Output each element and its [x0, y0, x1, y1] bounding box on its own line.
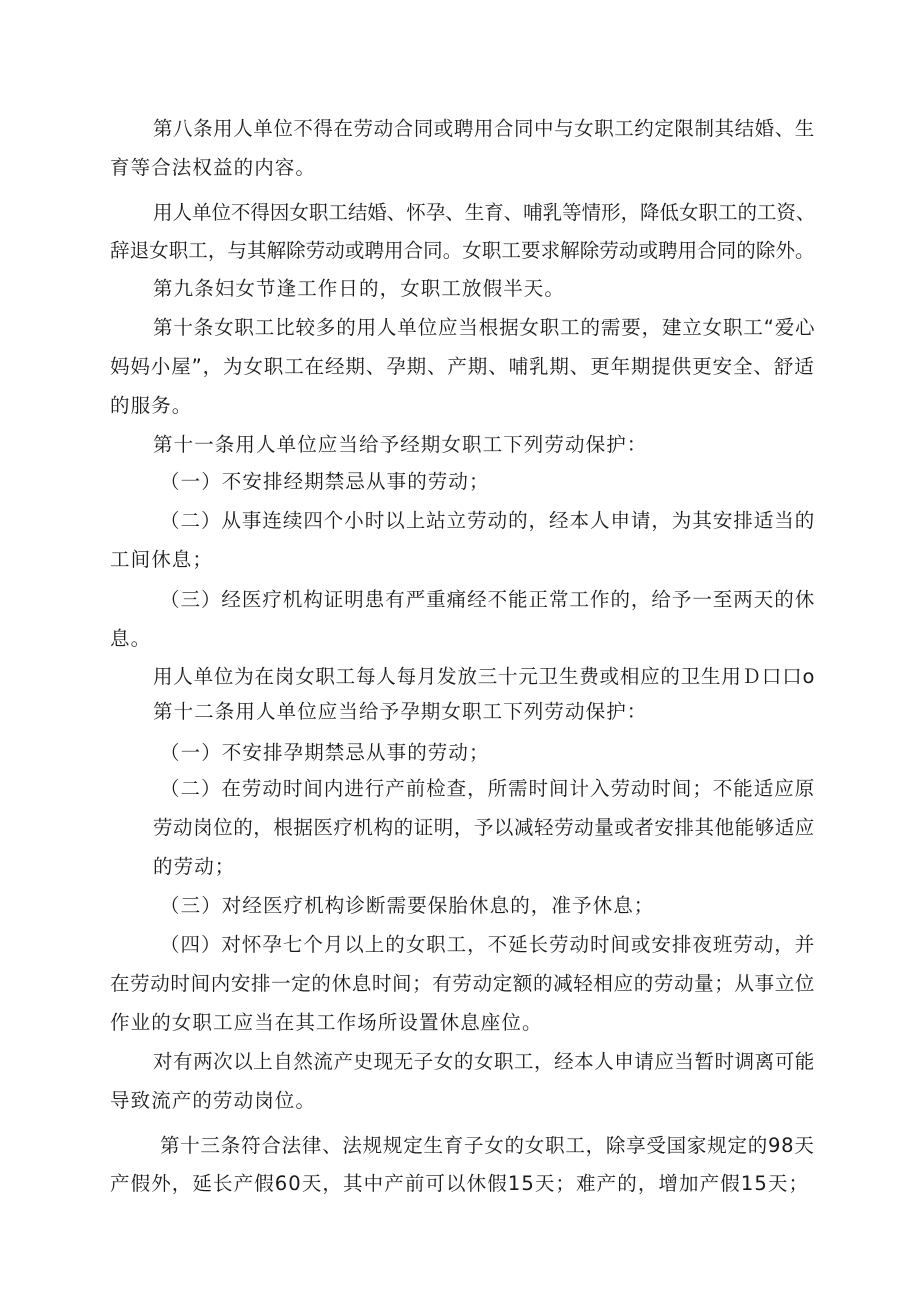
- text-line: （一）不安排孕期禁忌从事的劳动；: [160, 741, 490, 764]
- text-line: 工间休息；: [110, 548, 214, 571]
- text-line: 用人单位不得因女职工结婚、怀孕、生育、哺乳等情形，降低女职工的工资、: [153, 201, 816, 224]
- text-line: （四）对怀孕七个月以上的女职工，不延长劳动时间或安排夜班劳动，并: [160, 933, 816, 956]
- text-line: 的服务。: [110, 394, 193, 417]
- text-line: 第十一条用人单位应当给予经期女职工下列劳动保护：: [153, 433, 648, 456]
- text-line: （一）不安排经期禁忌从事的劳动；: [160, 470, 490, 493]
- text-line: 第十二条用人单位应当给予孕期女职工下列劳动保护：: [153, 700, 648, 723]
- text-line: 在劳动时间内安排一定的休息时间；有劳动定额的减轻相应的劳动量；从事立位: [110, 972, 816, 995]
- text-line: 辞退女职工，与其解除劳动或聘用合同。女职工要求解除劳动或聘用合同的除外。: [110, 239, 815, 262]
- text-line: （三）对经医疗机构诊断需要保胎休息的，准予休息；: [160, 894, 655, 917]
- text-line: 导致流产的劳动岗位。: [110, 1089, 317, 1112]
- text-line: 第十条女职工比较多的用人单位应当根据女职工的需要，建立女职工“爱心: [153, 316, 816, 339]
- text-line: 妈妈小屋”，为女职工在经期、孕期、产期、哺乳期、更年期提供更安全、舒适: [110, 355, 815, 378]
- text-line: 对有两次以上自然流产史现无子女的女职工，经本人申请应当暂时调离可能: [153, 1050, 815, 1073]
- text-line: 第十三条符合法律、法规规定生育子女的女职工，除享受国家规定的98天: [160, 1134, 815, 1157]
- text-line: 产假外，延长产假60天，其中产前可以休假15天；难产的，增加产假15天；: [110, 1172, 810, 1195]
- text-line: 用人单位为在岗女职工每人每月发放三十元卫生费或相应的卫生用Ｄ口口o: [153, 665, 816, 688]
- text-line: 第八条用人单位不得在劳动合同或聘用合同中与女职工约定限制其结婚、生: [153, 117, 815, 140]
- text-line: 的劳动；: [153, 855, 236, 878]
- text-line: 息。: [110, 627, 152, 650]
- text-line: （二）从事连续四个小时以上站立劳动的，经本人申请，为其安排适当的: [160, 509, 816, 532]
- text-line: 第九条妇女节逢工作日的，女职工放假半天。: [153, 277, 566, 300]
- text-line: 育等合法权益的内容。: [110, 156, 317, 179]
- text-line: 劳动岗位的，根据医疗机构的证明，予以减轻劳动量或者安排其他能够适应: [153, 816, 815, 839]
- text-line: （二）在劳动时间内进行产前检查，所需时间计入劳动时间；不能适应原: [160, 777, 816, 800]
- text-line: 作业的女职工应当在其工作场所设置休息座位。: [110, 1011, 543, 1034]
- text-line: （三）经医疗机构证明患有严重痛经不能正常工作的，给予一至两天的休: [160, 588, 816, 611]
